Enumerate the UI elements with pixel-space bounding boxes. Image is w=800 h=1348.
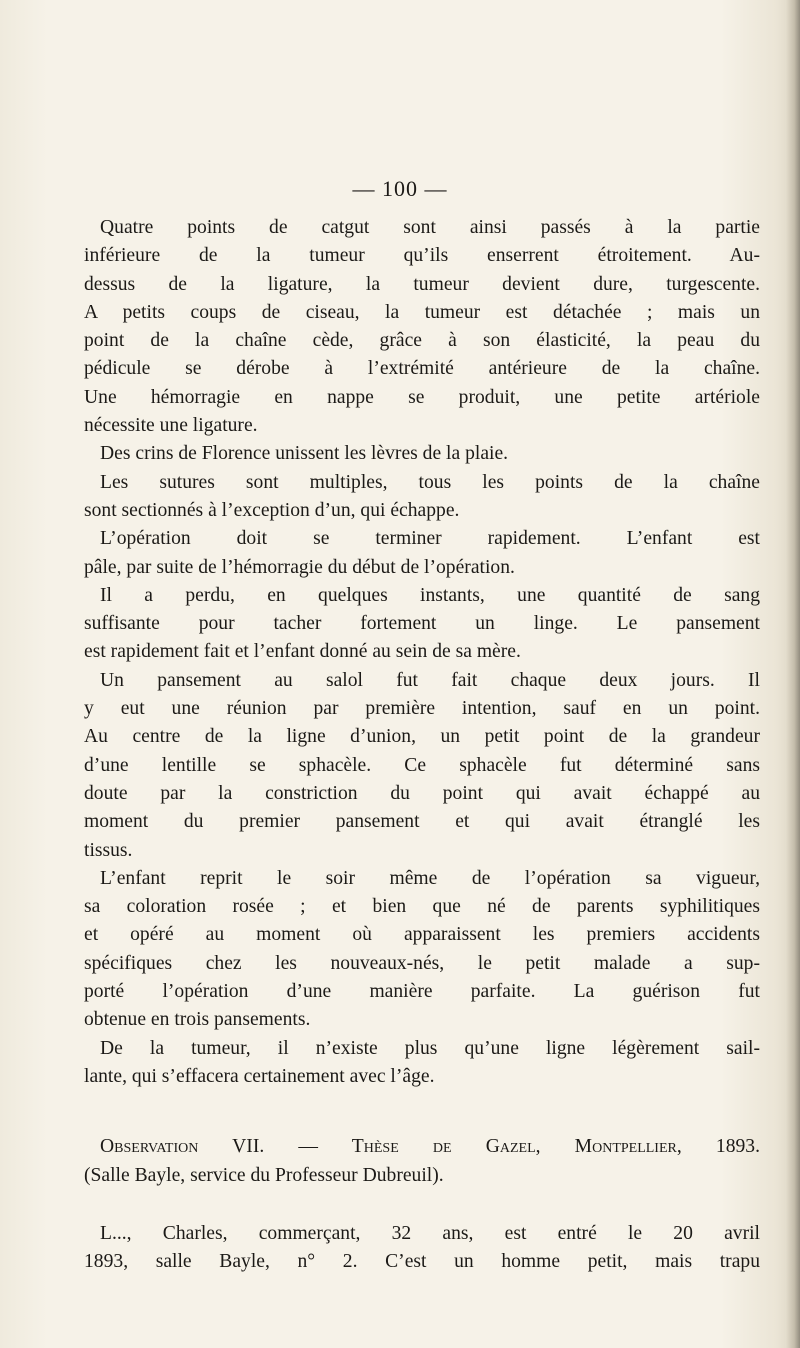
spacer xyxy=(84,1091,760,1119)
text-line: L’enfant reprit le soir même de l’opération sa vigueur, xyxy=(100,867,760,889)
text-line: Au centre de la ligne d’union, un petit point de la grandeur xyxy=(84,726,760,748)
text-line: lante, qui s’effacera certainement avec l’âge. xyxy=(84,1065,435,1087)
spacer xyxy=(84,1190,760,1220)
text-line: sont sectionnés à l’exception d’un, qui échappe. xyxy=(84,499,460,521)
page-number: — 100 — xyxy=(352,176,448,201)
text-line: inférieure de la tumeur qu’ils enserrent étroitement. Au- xyxy=(84,245,760,267)
text-line: nécessite une ligature. xyxy=(84,415,258,437)
text-line: obtenue en trois pansements. xyxy=(84,1009,311,1031)
text-line: Des crins de Florence unissent les lèvres de la plaie. xyxy=(100,443,509,465)
text-line: tissus. xyxy=(84,839,133,861)
text-line: et opéré au moment où apparaissent les premiers accidents xyxy=(84,924,760,946)
text-line: Il a perdu, en quelques instants, une quantité de sang xyxy=(100,584,760,606)
text-line: A petits coups de ciseau, la tumeur est détachée ; mais un xyxy=(84,301,760,323)
text-line: suffisante pour tacher fortement un linge. Le pansement xyxy=(84,613,760,635)
text-line: Un pansement au salol fut fait chaque deux jours. Il xyxy=(100,669,760,691)
body-text xyxy=(84,214,760,1276)
text-line: Une hémorragie en nappe se produit, une petite artériole xyxy=(84,386,760,408)
text-line: moment du premier pansement et qui avait étranglé les xyxy=(84,811,760,833)
text-line: pâle, par suite de l’hémorragie du début de l’opération. xyxy=(84,556,515,578)
text-line: L..., Charles, commerçant, 32 ans, est entré le 20 avril xyxy=(100,1222,760,1244)
text-line: porté l’opération d’une manière parfaite. La guérison fut xyxy=(84,981,760,1003)
text-line: est rapidement fait et l’enfant donné au sein de sa mère. xyxy=(84,641,521,663)
text-line: De la tumeur, il n’existe plus qu’une ligne légèrement sail- xyxy=(100,1037,760,1059)
text-line: doute par la constriction du point qui avait échappé au xyxy=(84,782,760,804)
text-line: sa coloration rosée ; et bien que né de parents syphilitiques xyxy=(84,896,760,918)
text-line: pédicule se dérobe à l’extrémité antérieure de la chaîne. xyxy=(84,358,760,380)
text-line: Les sutures sont multiples, tous les points de la chaîne xyxy=(100,471,760,493)
text-line: Quatre points de catgut sont ainsi passés à la partie xyxy=(100,217,760,238)
page-edge-shadow xyxy=(786,0,800,1348)
text-line: y eut une réunion par première intention, sauf en un point. xyxy=(84,698,760,720)
observation-subheading: (Salle Bayle, service du Professeur Dubreuil). xyxy=(84,1164,444,1186)
text-line: 1893, salle Bayle, n° 2. C’est un homme petit, mais trapu xyxy=(84,1251,760,1273)
text-line: point de la chaîne cède, grâce à son élasticité, la peau du xyxy=(84,330,760,352)
text-line: L’opération doit se terminer rapidement. L’enfant est xyxy=(100,528,760,550)
spacer xyxy=(84,1119,760,1133)
text-line: spécifiques chez les nouveaux-nés, le petit malade a sup- xyxy=(84,952,760,974)
observation-heading: Observation VII. — Thèse de Gazel, Montpellier, 1893. xyxy=(100,1136,760,1158)
text-line: dessus de la ligature, la tumeur devient dure, turgescente. xyxy=(84,273,760,295)
text-line: d’une lentille se sphacèle. Ce sphacèle fut déterminé sans xyxy=(84,754,760,776)
